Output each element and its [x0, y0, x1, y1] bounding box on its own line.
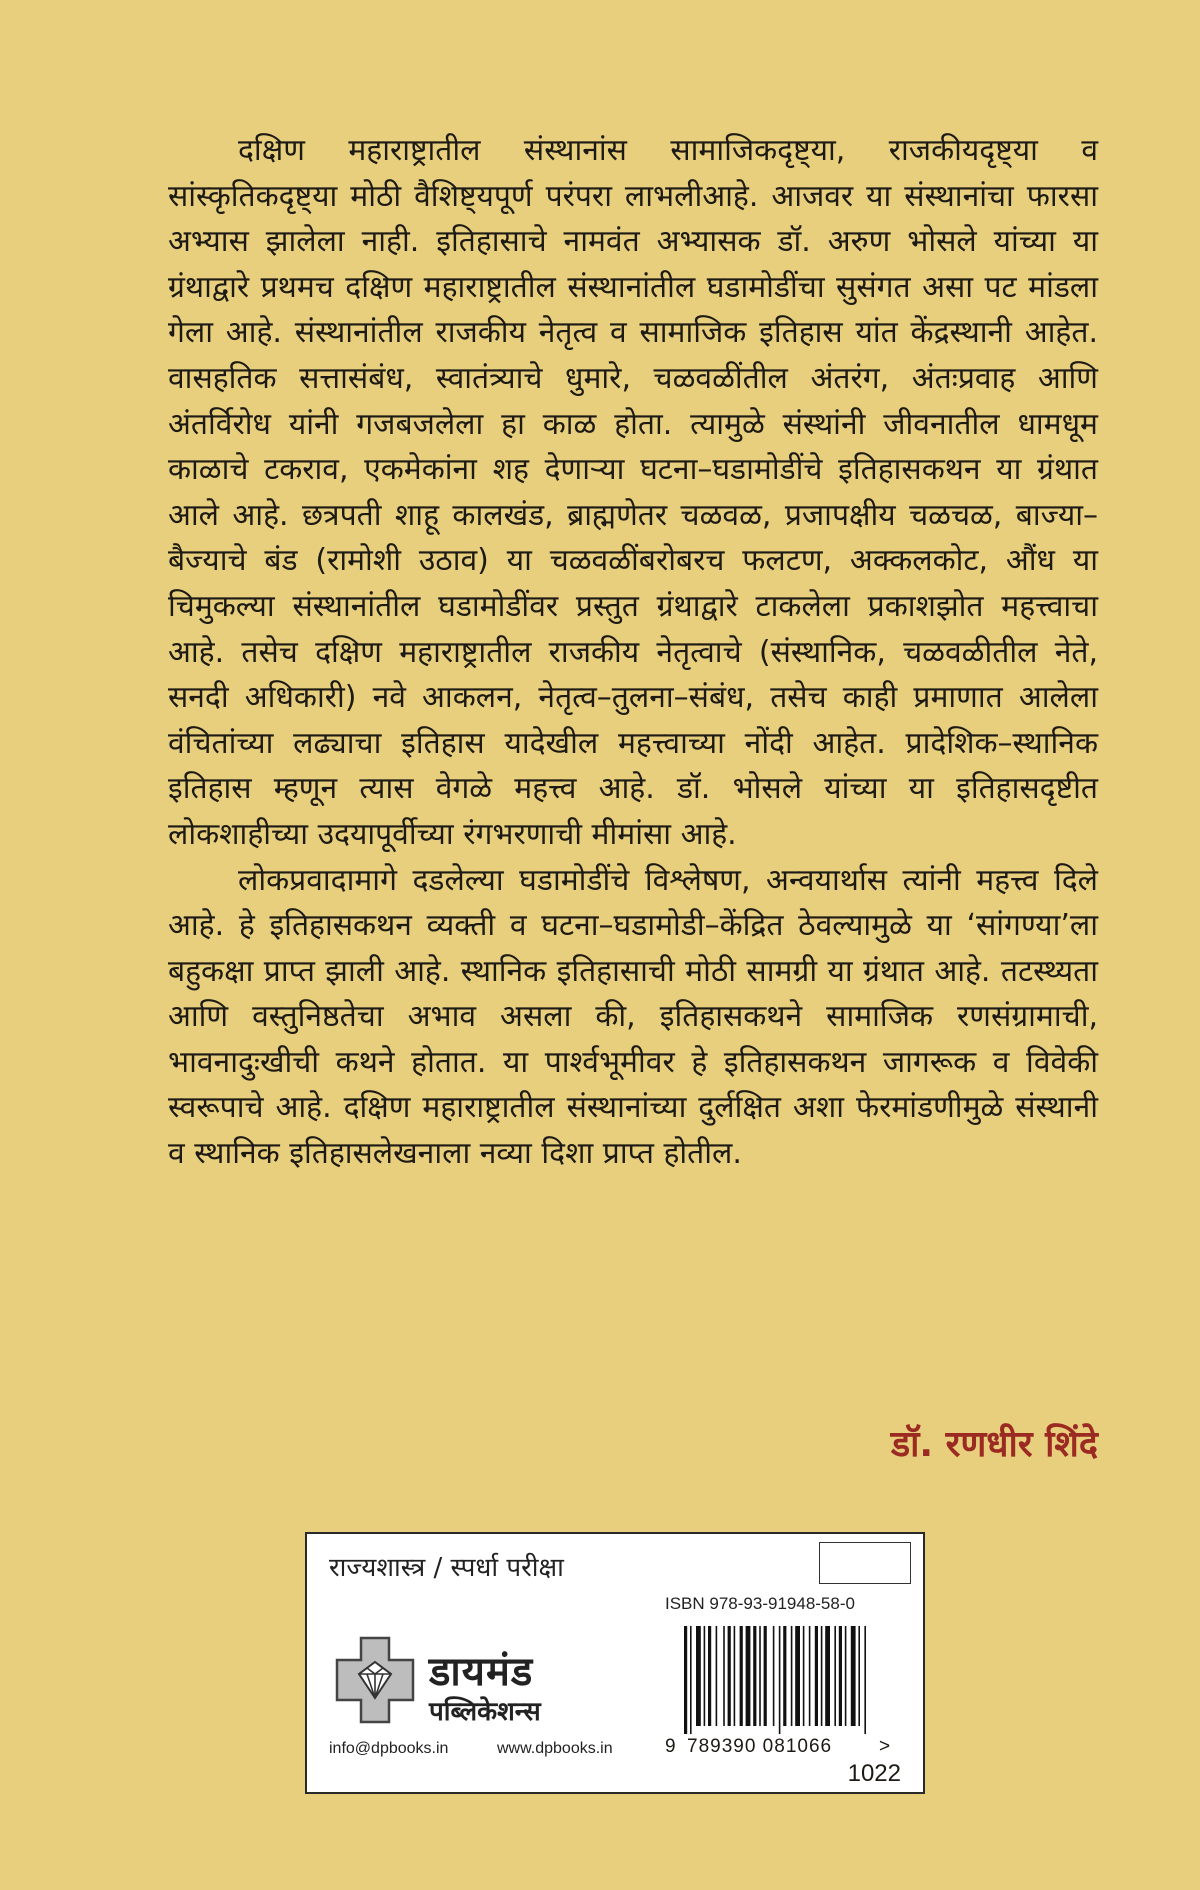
blurb-author: डॉ. रणधीर शिंदे [890, 1424, 1098, 1465]
blurb-paragraph-1: दक्षिण महाराष्ट्रातील संस्थानांस सामाजिकदृष्ट्या, राजकीयदृष्ट्या व सांस्कृतिकदृष्ट्या मोठी वैशिष्ट्यपूर्ण परंपरा लाभलीआहे. आजवर या संस्थानांचा फारसा अभ्यास झालेला नाही. इतिहासाचे नामवंत अभ्यासक डॉ. अरुण भोसले यांच्या या ग्रंथाद्वारे प्रथमच दक्षिण महाराष्ट्रातील संस्थानांतील घडामोडींचा सुसंगत असा पट मांडला गेला आहे. संस्थानांतील राजकीय नेतृत्व व सामाजिक इतिहास यांत केंद्रस्थानी आहेत. वासहतिक सत्तासंबंध, स्वातंत्र्याचे धुमारे, चळवळींतील अंतरंग, अंतःप्रवाह आणि अंतर्विरोध यांनी गजबजलेला हा काळ होता. त्यामुळे संस्थांनी जीवनातील धामधूम काळाचे टकराव, एकमेकांना शह देणाऱ्या घटना–घडामोडींचे इतिहासकथन या ग्रंथात आले आहे. छत्रपती शाहू कालखंड, ब्राह्मणेतर चळवळ, प्रजापक्षीय चळचळ, बाज्या–बैज्याचे बंड (रामोशी उठाव) या चळवळींबरोबरच फलटण, अक्कलकोट, औंध या चिमुकल्या संस्थानांतील घडामोडींवर प्रस्तुत ग्रंथाद्वारे टाकलेला प्रकाशझोत महत्त्वाचा आहे. तसेच दक्षिण महाराष्ट्रातील राजकीय नेतृत्वाचे (संस्थानिक, चळवळीतील नेते, सनदी अधिकारी) नवे आकलन, नेतृत्व–तुलना–संबंध, तसेच काही प्रमाणात आलेला वंचितांच्या लढ्याचा इतिहास यादेखील महत्त्वाच्या नोंदी आहेत. प्रादेशिक–स्थानिक इतिहास म्हणून त्यास वेगळे महत्त्व आहे. डॉ. भोसले यांच्या या इतिहासदृष्टीत लोकशाहीच्या उदयापूर्वीच्या रंगभरणाची मीमांसा आहे. [168, 133, 1098, 852]
publisher-website[interactable]: www.dpbooks.in [497, 1740, 613, 1757]
barcode-bar [716, 1626, 718, 1726]
barcode-bar [779, 1626, 781, 1734]
barcode-bar [740, 1626, 743, 1726]
barcode-bar [809, 1626, 811, 1726]
barcode-bar [803, 1626, 805, 1726]
book-category: राज्यशास्त्र / स्पर्धा परीक्षा [329, 1553, 564, 1583]
barcode-bar [704, 1626, 706, 1726]
isbn-label: ISBN 978-93-91948-58-0 [665, 1594, 855, 1613]
barcode-bar [858, 1626, 860, 1726]
barcode-bar [690, 1626, 692, 1734]
back-cover-blurb [168, 128, 1098, 1177]
barcode-bar [728, 1626, 731, 1726]
barcode-arrow: > [879, 1736, 891, 1757]
diamond-logo-icon [329, 1634, 421, 1726]
barcode-bar [696, 1626, 701, 1726]
price-code: 1022 [847, 1760, 901, 1787]
barcode-bar [864, 1626, 866, 1734]
barcode-bar [684, 1626, 687, 1734]
publisher-email[interactable]: info@dpbooks.in [329, 1740, 449, 1757]
barcode-bar [746, 1626, 751, 1726]
barcode-bar [851, 1626, 856, 1726]
publisher-name: डायमंड [429, 1649, 534, 1695]
barcode-bar [708, 1626, 711, 1726]
barcode-bar [825, 1626, 830, 1726]
barcode-bar [773, 1626, 775, 1726]
barcode-bar [834, 1626, 836, 1726]
blurb-paragraph-2: लोकप्रवादामागे दडलेल्या घडामोडींचे विश्लेषण, अन्वयार्थास त्यांनी महत्त्व दिले आहे. हे इतिहासकथन व्यक्ती व घटना–घडामोडी–केंद्रित ठेवल्यामुळे या ‘सांगण्या’ला बहुकक्षा प्राप्त झाली आहे. स्थानिक इतिहासाची मोठी सामग्री या ग्रंथात आहे. तटस्थ्यता आणि वस्तुनिष्ठतेचा अभाव असला की, इतिहासकथने सामाजिक रणसंग्रामाची, भावनादुःखीची कथने होतात. या पार्श्वभूमीवर हे इतिहासकथन जागरूक व विवेकी स्वरूपाचे आहे. दक्षिण महाराष्ट्रातील संस्थानांच्या दुर्लक्षित अशा फेरमांडणीमुळे संस्थानी व स्थानिक इतिहासलेखनाला नव्या दिशा प्राप्त होतील. [168, 862, 1098, 1172]
barcode-bar [845, 1626, 847, 1726]
barcode-bar [734, 1626, 736, 1726]
barcode-bar [753, 1626, 756, 1726]
barcode-bar [821, 1626, 823, 1726]
barcode-bar [723, 1626, 725, 1726]
price-box [819, 1542, 911, 1584]
barcode-bar [783, 1626, 786, 1726]
barcode-bar [839, 1626, 842, 1726]
barcode-bar [759, 1626, 761, 1726]
barcode-bar [815, 1626, 818, 1726]
barcode-bar [764, 1626, 767, 1726]
barcode-bar [791, 1626, 793, 1726]
barcode-bar [795, 1626, 800, 1726]
publisher-info-box [305, 1532, 925, 1794]
barcode-image [682, 1626, 896, 1734]
publisher-subtitle: पब्लिकेशन्स [429, 1697, 541, 1727]
barcode-digits: 789390 081066 [687, 1736, 833, 1757]
barcode-first-digit: 9 [665, 1736, 676, 1757]
